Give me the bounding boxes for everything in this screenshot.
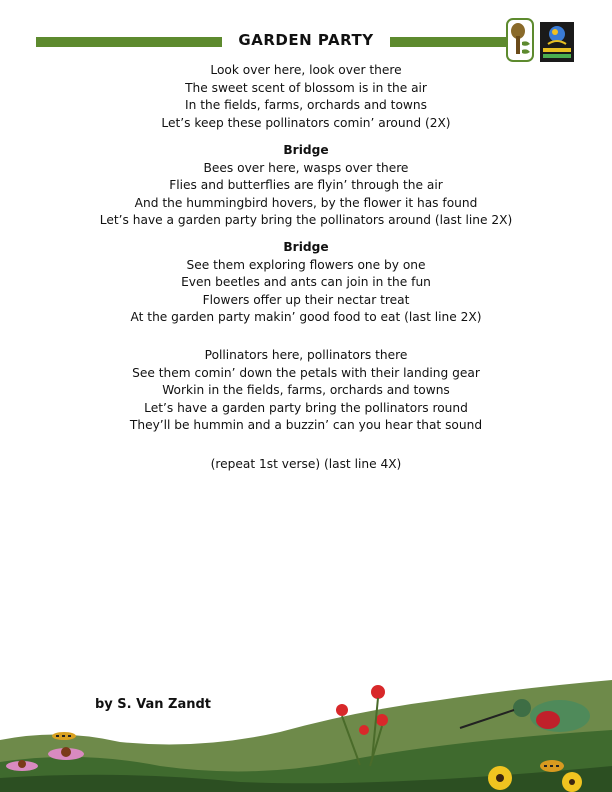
garden-illustration bbox=[0, 670, 612, 792]
lyric-line: Pollinators here, pollinators there bbox=[204, 348, 408, 362]
lyric-line: Flowers offer up their nectar treat bbox=[202, 292, 410, 307]
lyric-line: Bees over here, wasps over there bbox=[203, 160, 409, 175]
title-bar bbox=[36, 31, 508, 49]
lyric-line: Look over here, look over there bbox=[210, 63, 402, 77]
lyric-line: They’ll be hummin and a buzzin’ can you hear that sound bbox=[129, 418, 483, 433]
lyric-line: Even beetles and ants can join in the fun bbox=[181, 275, 431, 290]
verse-1 bbox=[0, 62, 612, 132]
lyric-line: Workin in the fields, farms, orchards and towns bbox=[162, 383, 450, 398]
repeat-note-block bbox=[0, 456, 612, 474]
lyric-line: Let’s have a garden party bring the pollinators round bbox=[144, 400, 468, 415]
wasp-icon bbox=[52, 732, 76, 740]
title-rule-right bbox=[390, 37, 508, 47]
lyric-line: See them comin’ down the petals with their landing gear bbox=[132, 365, 480, 380]
band-logo bbox=[540, 22, 574, 62]
lyric-line: Let’s have a garden party bring the pollinators around (last line 2X) bbox=[99, 213, 513, 228]
title-rule-left bbox=[36, 37, 222, 47]
bee-icon bbox=[540, 760, 564, 772]
bridge-heading: Bridge bbox=[283, 240, 329, 254]
verse-2 bbox=[0, 347, 612, 435]
tree-logo bbox=[506, 18, 534, 62]
lyric-line: And the hummingbird hovers, by the flower it has found bbox=[134, 195, 478, 210]
lyric-line: In the fields, farms, orchards and towns bbox=[185, 98, 427, 113]
bridge-2 bbox=[0, 239, 612, 327]
page-title: GARDEN PARTY bbox=[238, 31, 374, 49]
lyric-line: See them exploring flowers one by one bbox=[186, 257, 426, 272]
lyric-line: The sweet scent of blossom is in the air bbox=[185, 80, 427, 95]
lyric-line: Flies and butterflies are flyin’ through the air bbox=[169, 178, 443, 193]
bridge-heading: Bridge bbox=[283, 143, 329, 157]
repeat-note: (repeat 1st verse) (last line 4X) bbox=[210, 457, 402, 471]
bridge-1 bbox=[0, 142, 612, 230]
byline: by S. Van Zandt bbox=[95, 697, 212, 712]
lyric-line: Let’s keep these pollinators comin’ around (2X) bbox=[161, 115, 451, 130]
lyric-line: At the garden party makin’ good food to eat (last line 2X) bbox=[130, 310, 482, 325]
